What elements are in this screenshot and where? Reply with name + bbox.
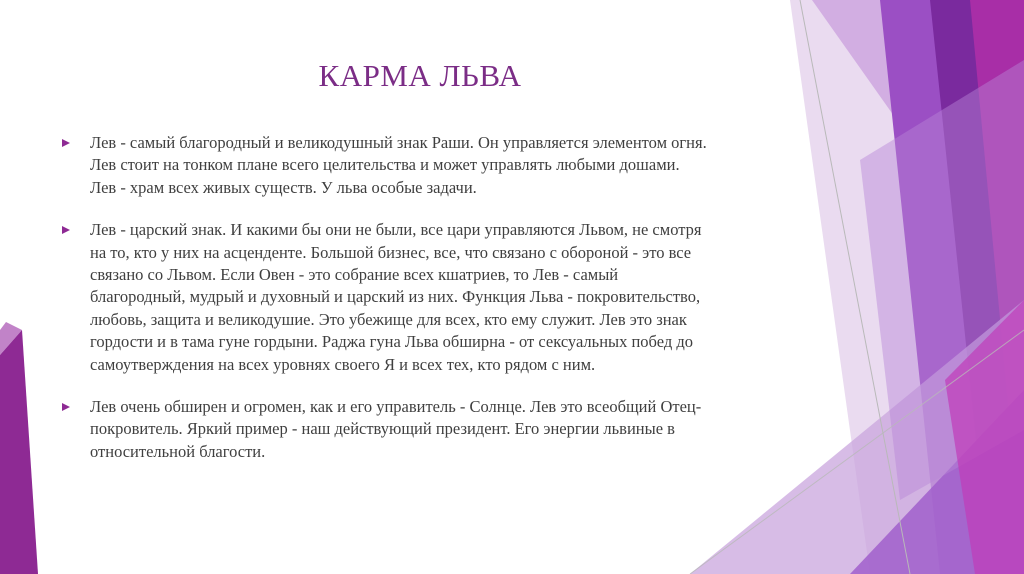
left-band bbox=[0, 330, 38, 574]
bullet-line: Лев - царский знак. И какими бы они не были, все цари управляются Львом, не смотря bbox=[90, 220, 702, 240]
slide-title: КАРМА ЛЬВА bbox=[318, 58, 522, 93]
bullet-line: Лев - самый благородный и великодушный знак Раши. Он управляется элементом огня. bbox=[90, 133, 707, 152]
bullet-line: Лев стоит на тонком плане всего целительства и может управлять любыми дошами. bbox=[90, 155, 680, 175]
triangle-bullet-icon bbox=[62, 139, 70, 147]
bullet-line: Лев - храм всех живых существ. У льва особые задачи. bbox=[90, 177, 477, 197]
bullet-line: самоутверждения на всех уровнях своего Я и всех тех, кто рядом с ним. bbox=[90, 354, 596, 374]
triangle-bullet-icon bbox=[62, 226, 70, 234]
bullet-line: на то, кто у них на асценденте. Большой бизнес, все, что связано с обороной - это все bbox=[90, 242, 692, 262]
bullet-item bbox=[62, 132, 782, 199]
triangle-bullet-icon bbox=[62, 403, 70, 411]
bullet-item bbox=[62, 219, 782, 376]
bullet-line: благородный, мудрый и духовный и царский из них. Функция Льва - покровительство, bbox=[90, 287, 701, 307]
bullet-line: покровитель. Яркий пример - наш действующий президент. Его энергии львиные в bbox=[90, 419, 675, 439]
bullet-line: Лев очень обширен и огромен, как и его управитель - Солнце. Лев это всеобщий Отец- bbox=[90, 397, 702, 417]
bullet-line: относительной благости. bbox=[90, 441, 266, 461]
bullet-item bbox=[62, 396, 782, 463]
slide-content bbox=[62, 132, 782, 483]
bullet-line: любовь, защита и великодушие. Это убежище для всех, кто ему служит. Лев это знак bbox=[90, 309, 687, 329]
bullet-line: связано со Львом. Если Овен - это собрание всех кшатриев, то Лев - самый bbox=[90, 265, 619, 285]
bullet-line: гордости и в тама гуне гордыни. Раджа гуна Льва обширна - от сексуальных побед до bbox=[90, 332, 694, 352]
